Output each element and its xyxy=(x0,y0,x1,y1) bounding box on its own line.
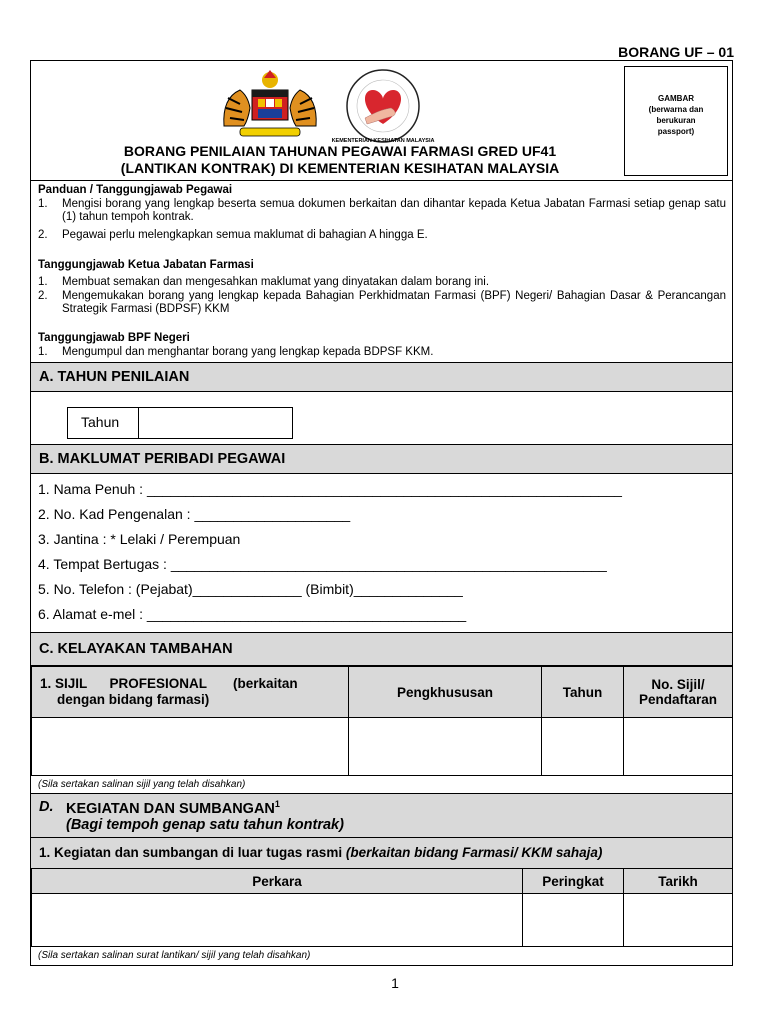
section-d-title xyxy=(66,799,280,817)
ic-number-field[interactable]: 2. No. Kad Pengenalan : ____________________ xyxy=(38,506,351,522)
gender-field[interactable]: 3. Jantina : * Lelaki / Perempuan xyxy=(38,531,241,547)
year-label: Tahun xyxy=(67,407,139,439)
section-c-header xyxy=(31,632,732,666)
phone-field[interactable]: 5. No. Telefon : (Pejabat)______________ (Bimbit)______________ xyxy=(38,581,463,597)
sub1-main-text: 1. Kegiatan dan sumbangan di luar tugas rasmi xyxy=(39,845,346,860)
guide-item: 2. Mengemukakan borang yang lengkap kepada Bahagian Perkhidmatan Farmasi (BPF) Negeri/ Bahagian Dasar & Perancangan Strategik Farmasi (BDPSF) KKM xyxy=(38,290,726,315)
ministry-of-health-logo xyxy=(331,66,435,146)
matter-cell[interactable] xyxy=(31,893,523,947)
guide-item: 1. Membuat semakan dan mengesahkan maklumat yang dinyatakan dalam borang ini. xyxy=(38,276,490,288)
section-c-note: (Sila sertakan salinan sijil yang telah disahkan) xyxy=(38,779,246,790)
th-level: Peringkat xyxy=(522,868,624,894)
section-d-title-text: KEGIATAN DAN SUMBANGAN xyxy=(66,800,275,817)
section-d-subtitle: (Bagi tempoh genap satu tahun kontrak) xyxy=(66,817,344,833)
coat-of-arms-logo xyxy=(218,68,322,140)
th-year: Tahun xyxy=(541,666,624,718)
logo-caption: KEMENTERIAN KESIHATAN MALAYSIA xyxy=(331,138,435,144)
cert-number-cell[interactable] xyxy=(623,717,733,776)
section-b-header xyxy=(31,444,732,474)
form-title-line-2: (LANTIKAN KONTRAK) DI KEMENTERIAN KESIHATAN MALAYSIA xyxy=(120,160,560,176)
photo-desc-2: berukuran xyxy=(656,116,696,125)
year-input[interactable] xyxy=(138,407,293,439)
form-title xyxy=(60,143,620,177)
guide-heading-head-of-dept: Tanggungjawab Ketua Jabatan Farmasi xyxy=(38,259,254,271)
section-a-header xyxy=(31,362,732,392)
photo-box[interactable] xyxy=(624,66,728,176)
section-d-sub1-title xyxy=(39,845,602,860)
th-specialization: Pengkhususan xyxy=(348,666,542,718)
section-d-footnote-marker: 1 xyxy=(274,799,280,809)
section-b-title: B. MAKLUMAT PERIBADI PEGAWAI xyxy=(39,451,286,467)
th-matter: Perkara xyxy=(31,868,523,894)
page-number: 1 xyxy=(391,975,399,991)
year-cell[interactable] xyxy=(541,717,624,776)
level-cell[interactable] xyxy=(522,893,624,947)
th-certificate-line-1: 1. SIJIL PROFESIONAL (berkaitan xyxy=(40,676,298,691)
title-divider xyxy=(30,180,733,181)
full-name-field[interactable]: 1. Nama Penuh : _____________________________________________________________ xyxy=(38,481,622,497)
guide-item: 1. Mengisi borang yang lengkap beserta semua dokumen berkaitan dan dihantar kepada Ketua Jabatan Farmasi setiap genap satu (1) tahun tempoh kontrak. xyxy=(38,198,726,223)
th-cert-number xyxy=(623,666,733,718)
guide-heading-bpf: Tanggungjawab BPF Negeri xyxy=(38,332,190,344)
section-d-letter: D. xyxy=(39,799,54,815)
photo-desc-3: passport) xyxy=(657,127,695,136)
specialization-cell[interactable] xyxy=(348,717,542,776)
th-certificate-line-2: dengan bidang farmasi) xyxy=(57,692,210,707)
th-cert-number-line-1: No. Sijil/ xyxy=(651,677,705,692)
section-d-note: (Sila sertakan salinan surat lantikan/ sijil yang telah disahkan) xyxy=(38,950,311,961)
form-title-line-1: BORANG PENILAIAN TAHUNAN PEGAWAI FARMASI GRED UF41 xyxy=(123,143,557,159)
date-cell[interactable] xyxy=(623,893,733,947)
cert-cell[interactable] xyxy=(31,717,349,776)
section-c-title: C. KELAYAKAN TAMBAHAN xyxy=(39,641,233,657)
th-date: Tarikh xyxy=(623,868,733,894)
guide-heading-officer: Panduan / Tanggungjawab Pegawai xyxy=(38,184,233,196)
section-d-sub1-header xyxy=(31,838,732,869)
workplace-field[interactable]: 4. Tempat Bertugas : ________________________________________________________ xyxy=(38,556,607,572)
th-certificate xyxy=(31,666,349,718)
guide-item: 2. Pegawai perlu melengkapkan semua maklumat di bahagian A hingga E. xyxy=(38,229,428,241)
form-code: BORANG UF – 01 xyxy=(618,44,734,60)
photo-label: GAMBAR xyxy=(658,94,694,103)
th-cert-number-line-2: Pendaftaran xyxy=(638,692,718,707)
guide-item: 1. Mengumpul dan menghantar borang yang lengkap kepada BDPSF KKM. xyxy=(38,346,434,358)
section-d-header xyxy=(31,793,732,838)
sub1-italic-text: (berkaitan bidang Farmasi/ KKM sahaja) xyxy=(345,845,603,860)
email-field[interactable]: 6. Alamat e-mel : _________________________________________ xyxy=(38,606,467,622)
photo-desc-1: (berwarna dan xyxy=(648,105,704,114)
section-a-title: A. TAHUN PENILAIAN xyxy=(39,369,190,385)
